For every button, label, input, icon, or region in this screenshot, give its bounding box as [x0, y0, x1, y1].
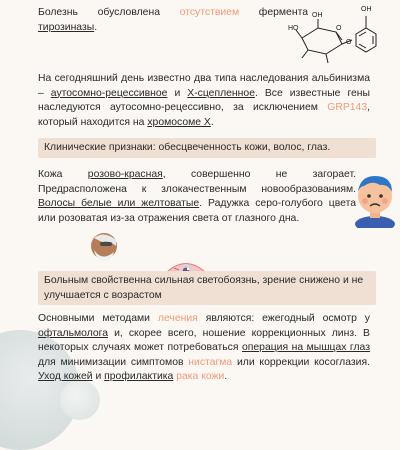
molecule-oh-ring: OH	[312, 12, 323, 19]
sad-boy-illustration	[350, 168, 400, 228]
decor-bubble-small	[60, 380, 100, 420]
intro-line: Болезнь обусловлена отсутствием фермента тирозиназы.	[38, 7, 308, 33]
elderly-man-illustration	[82, 232, 122, 262]
molecule-o-link: O	[346, 39, 352, 46]
molecule-structure	[288, 0, 398, 70]
photophobia-band	[38, 271, 376, 305]
clinical-signs-band	[38, 138, 376, 158]
molecule-ring-o: O	[336, 25, 342, 32]
inheritance-paragraph: На сегодняшний день известно два типа наследования альбинизма – аутосомно-рецессивное и Х-сцепленное. Все известные гены наследуются аутосомно-рецессивно, за исключением GRP143, который находится на хромосоме Х.	[38, 73, 370, 128]
molecule-ho-label: HO	[288, 25, 299, 32]
clinical-signs-text: Клинические признаки: обесцвеченность кожи, волос, глаз.	[44, 142, 331, 153]
photophobia-text: Больным свойственна сильная светобоязнь, зрение снижено и не улучшается с возрастом	[44, 275, 364, 301]
symptoms-paragraph: Кожа розово-красная, совершенно не загорает. Предрасположена к злокачественным новообразованиям. Волосы белые или желтоватые. Радужка серо-голубого цвета или розоватая из-за отражения света от глазного дна.	[38, 169, 356, 224]
molecule-oh-top: OH	[361, 6, 372, 13]
treatment-paragraph: Основными методами лечения являются: ежегодный осмотр у офтальмолога и, скорее всего, ношение коррекционных линз. В некоторых случаях может потребоваться операция на мышцах глаз для минимизации симптомов нистагма или коррекции косоглазия. Уход кожей и профилактика рака кожи.	[38, 313, 370, 383]
